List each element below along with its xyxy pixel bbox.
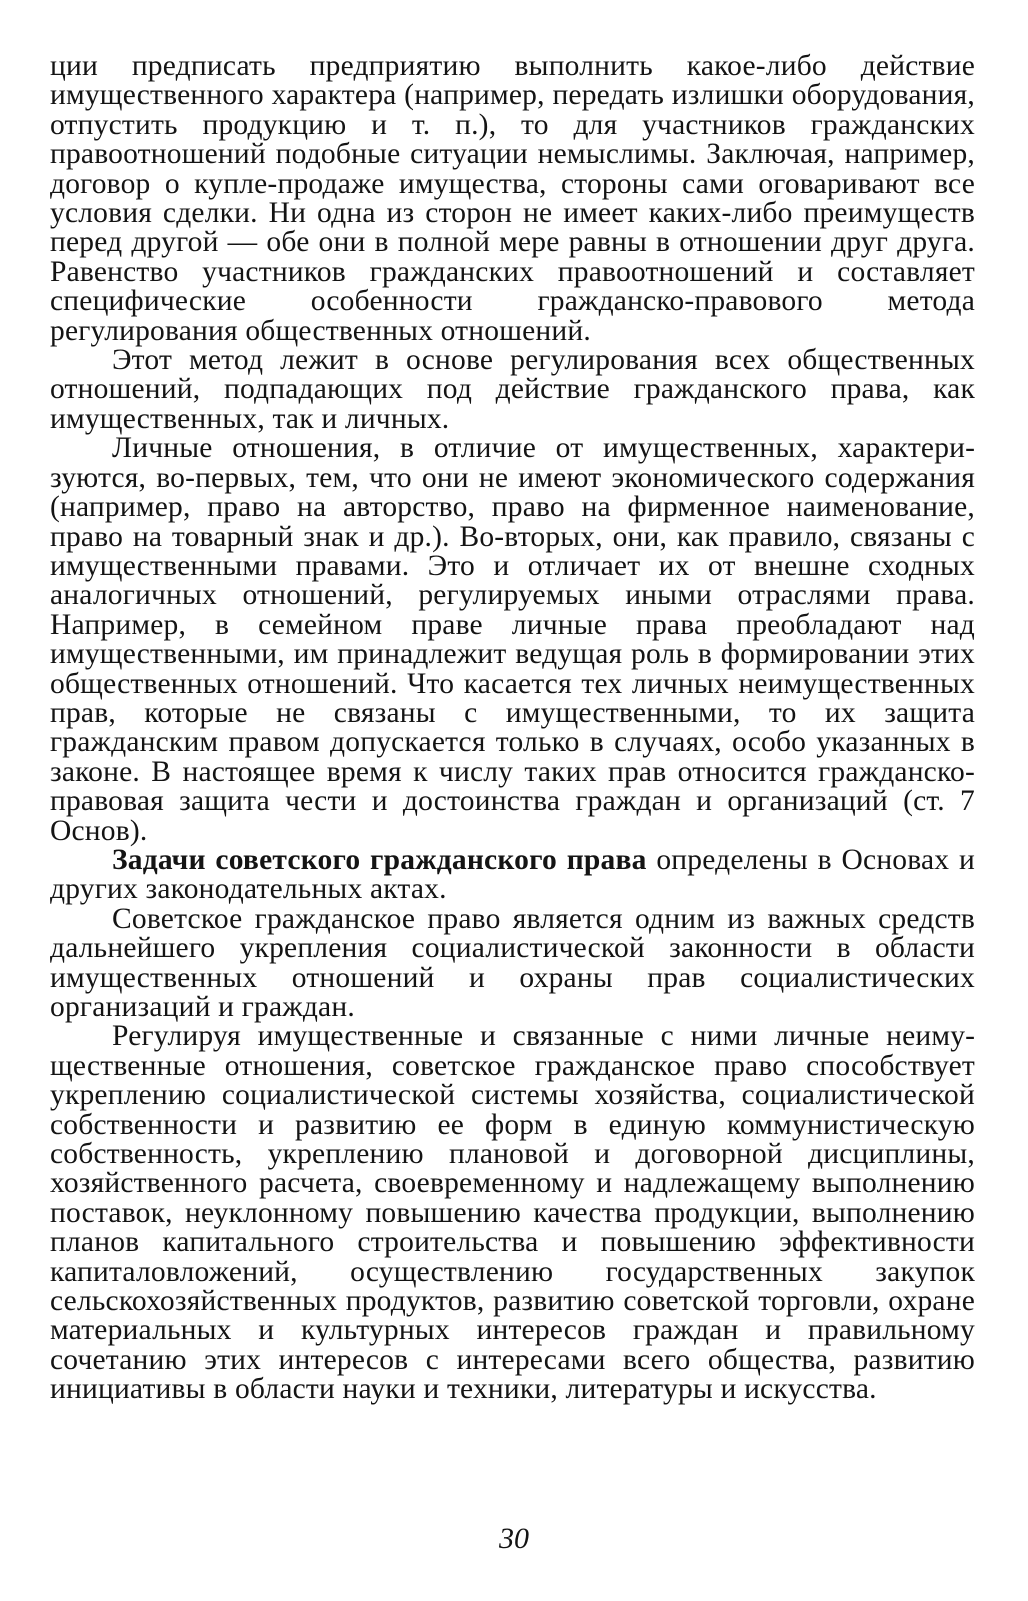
paragraph-5 [50,902,975,1023]
paragraph-4 [50,843,976,906]
paragraph-3 [50,434,975,846]
paragraph-4-text: определены в Основах и других законодательных актах. [50,843,976,906]
paragraph-2 [50,346,975,434]
paragraph-3-text: Личные отношения, в отличие от имущественных, характеризуются, во-первых, тем, что они не имеют экономического содержания (например, право на авторство, право на фирменное наименование, право на товарный знак и др.). Во-вторых, они, как правило, связаны с имущественными правами. Это и отличает их от внешне сходных аналогичных отношений, регулируемых иными отраслями права. Например, в семейном праве личные права преобладают над имущественными, им принадлежит ведущая роль в формировании этих общественных отношений. Что касается тех личных неимущественных прав, которые не связаны с имущественными, то их защита гражданским правом допускается только в случаях, особо указанных в законе. В настоящее время к числу таких прав относится гражданско-правовая защита чести и достоинства граждан и организаций (ст. 7 Основ). [50,432,975,847]
paragraph-5-text: Советское гражданское право является одним из важных средств дальнейшего укрепления социалистической законности в области имущественных отношений и охраны прав социалистических организаций и граждан. [50,902,975,1023]
paragraph-1 [50,52,975,346]
paragraph-1-text: ции предписать предприятию выполнить какое-либо действие имущественного характера (например, передать излишки оборудования, отпустить продукцию и т. п.), то для участников гражданских правоотношений подобные ситуации немыслимы. Заключая, например, договор о купле-продаже имущества, стороны сами оговаривают все условия сделки. Ни одна из сторон не имеет каких-либо преимуществ перед другой — обе они в полной мере равны в отношении друг друга. Равенство участников гражданских правоотношений и составляет специфические особенности гражданско-правового метода регулирования общественных отношений. [50,50,975,347]
page-body [50,52,975,1405]
paragraph-2-text: Этот метод лежит в основе регулирования всех общественных отношений, подпадающих под действие гражданского права, как имущественных, так и личных. [50,344,975,435]
section-heading-bold: Задачи советского гражданского права [112,843,647,876]
page-number: 30 [499,1522,529,1555]
paragraph-6 [50,1022,975,1404]
paragraph-6-text: Регулируя имущественные и связанные с ними личные неимущественные отношения, советское гражданское право способствует укреплению социалистической системы хозяйства, социалистической собственности и развитию ее форм в единую коммунистическую собственность, укреплению плановой и договорной дисциплины, хозяйственного расчета, своевременному и надлежащему выполнению поставок, неуклонному повышению качества продукции, выполнению планов капитального строительства и повышению эффективности капиталовложений, осуществлению государственных закупок сельскохозяйственных продуктов, развитию советской торговли, охране материальных и культурных интересов граждан и правильному сочетанию этих интересов с интересами всего общества, развитию инициативы в области науки и техники, литературы и искусства. [50,1020,975,1406]
